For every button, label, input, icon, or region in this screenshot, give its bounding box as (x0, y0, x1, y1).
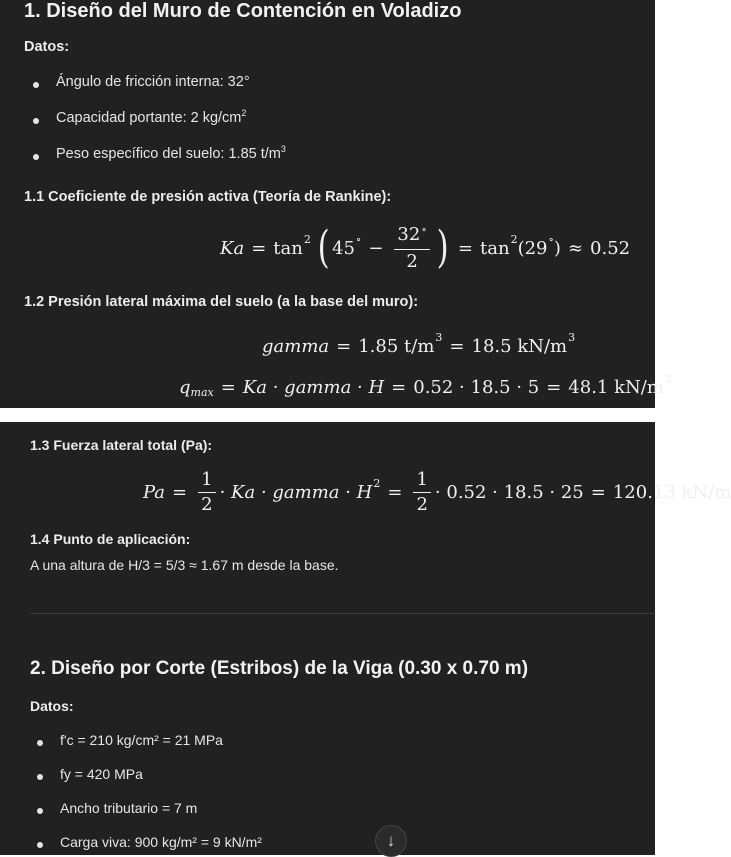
equation-pa: Pa = $\frac{1}{2}$ · Ka · gamma · H 2 = $\frac{1}{2}$ · 0.52 · 18.5 · 25 = 120.13 kN/m (143, 468, 731, 515)
list-item: Capacidad portante: 2 $kg/cm^2$ (56, 108, 247, 126)
scroll-down-button[interactable] (375, 825, 407, 857)
eq-q-sub: max (190, 385, 214, 399)
eq-pa-den: 2 (201, 493, 213, 515)
eq-pa-num: 1 (198, 470, 215, 493)
eq-angle-45: 45 (332, 237, 355, 259)
bullet-icon (37, 808, 43, 814)
eq-ka-value: 0.52 (590, 237, 631, 259)
equation-ka: Ka = tan 2 ( 45 ∘ − $\frac{32^\circ}{2}$ ) = tan 2 (29 ∘ ) ≈ 0.52 (220, 222, 631, 273)
subsection-1-3-title: 1.3 Fuerza lateral total (Pa): (30, 437, 213, 453)
eq-q-nums: 0.52 · 18.5 · 5 (413, 376, 540, 398)
list-item: Ancho tributario = 7 m (60, 800, 198, 816)
list-item: Peso específico del suelo: 1.85 $t/m^3$ (56, 144, 286, 162)
subsection-1-1-title: 1.1 Coeficiente de presión activa (Teoría de Rankine): (24, 189, 392, 205)
eq-gamma-u1: t/m (404, 335, 435, 357)
eq-fraction: $\frac{32^\circ}{2}$ (394, 225, 429, 272)
eq-pa-unit: kN/m (681, 481, 731, 503)
equation-gamma: gamma = 1.85 t/m 3 = 18.5 kN/m 3 (262, 330, 576, 357)
eq-tan: tan (273, 237, 303, 259)
eq-q-expr: Ka · gamma · H (242, 376, 385, 398)
list-item-text: Capacidad portante: 2 kg/cm (56, 110, 242, 126)
subsection-1-2-title: 1.2 Presión lateral máxima del suelo (a la base del muro): (24, 294, 419, 310)
list-item: fy = 420 MPa (60, 766, 143, 782)
eq-pa-den-2: 2 (416, 493, 428, 515)
bullet-icon (33, 154, 39, 160)
eq-pa-result: 120.13 (612, 481, 676, 503)
list-item (56, 74, 250, 90)
subsection-1-4-title: 1.4 Punto de aplicación: (30, 531, 191, 547)
bullet-icon (37, 740, 43, 746)
list-item-text: Ángulo de fricción interna: 32° (56, 74, 250, 90)
eq-tan-arg: (29 (517, 237, 548, 259)
eq-gamma-u2: kN/m (517, 335, 568, 357)
eq-pa-lhs: Pa (143, 481, 166, 503)
eq-pa-fraction (198, 470, 215, 515)
eq-denominator: 2 (406, 250, 418, 272)
eq-pa-fraction-2 (413, 470, 430, 515)
eq-pa-nums: · 0.52 · 18.5 · 25 (434, 481, 584, 503)
bottom-panel (0, 422, 731, 855)
eq-lhs: Ka (220, 237, 245, 259)
eq-gamma-v2: 18.5 (471, 335, 512, 357)
eq-q-unit: kN/m (614, 376, 664, 398)
eq-q-result: 48.1 (568, 376, 609, 398)
bullet-icon (33, 82, 39, 88)
bullet-icon (33, 118, 39, 124)
section2-title: 2. Diseño por Corte (Estribos) de la Viga (0.30 x 0.70 m) (30, 658, 529, 679)
arrow-down-icon: ↓ (386, 831, 396, 850)
bullet-icon (37, 842, 43, 848)
eq-pa-expr: · Ka · gamma · H (219, 481, 373, 503)
section-divider (30, 613, 655, 614)
top-panel (0, 0, 672, 408)
aplicacion-text: A una altura de H/3 = 5/3 ≈ 1.67 m desde la base. (30, 557, 339, 573)
equation-qmax: q max = Ka · gamma · H = 0.52 · 18.5 · 5 = 48.1 kN/m 2 (179, 371, 672, 399)
list-item: f'c = 210 kg/cm² = 21 MPa (60, 732, 223, 748)
eq-gamma-lhs: gamma (262, 335, 330, 357)
list-item-text: Peso específico del suelo: 1.85 t/m (56, 146, 281, 162)
section1-title: 1. Diseño del Muro de Contención en Voladizo (24, 0, 462, 22)
datos-label: Datos: (24, 39, 70, 55)
datos-label-2: Datos: (30, 698, 74, 714)
eq-gamma-v1: 1.85 (358, 335, 399, 357)
eq-q-lhs: q (179, 376, 191, 398)
bullet-icon (37, 774, 43, 780)
eq-angle-32: 32 (397, 223, 421, 245)
eq-pa-num-2: 1 (413, 470, 430, 493)
list-item: Carga viva: 900 kg/m² = 9 kN/m² (60, 834, 262, 850)
